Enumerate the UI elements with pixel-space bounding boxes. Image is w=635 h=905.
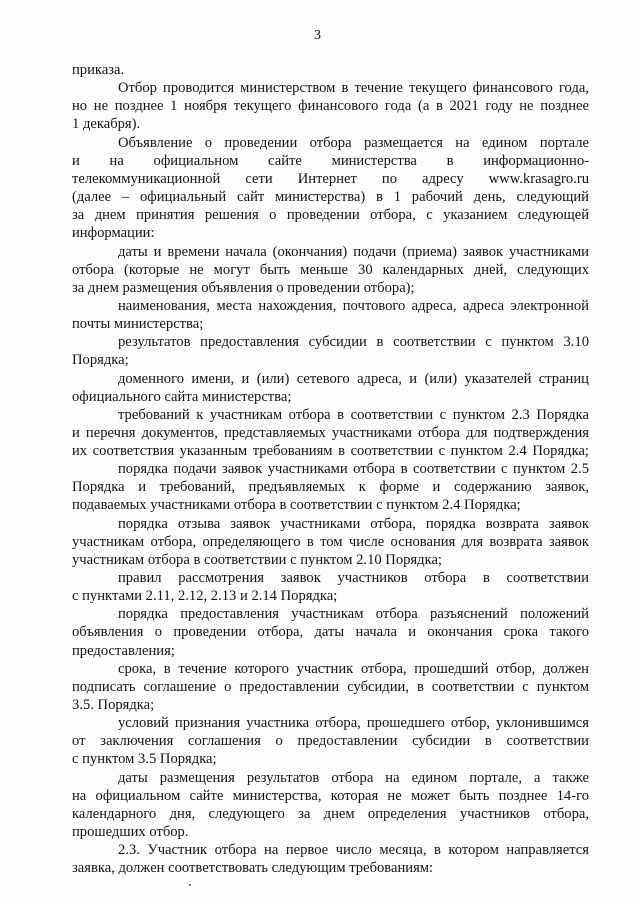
text-line: но не позднее 1 ноября текущего финансового года (а в 2021 году не позднее: [72, 98, 589, 114]
text-line: за днем размещения объявления о проведении отбора);: [72, 280, 415, 296]
text-line: срока, в течение которого участник отбора, прошедший отбор, должен: [118, 661, 589, 677]
text-line: за днем принятия решения о проведении отбора, с указанием следующей: [72, 207, 589, 223]
text-line: на официальном сайте министерства, которая не может быть позднее 14-го: [72, 788, 589, 804]
text-line: Объявление о проведении отбора размещается на едином портале: [118, 135, 589, 151]
text-line: заявка, должен соответствовать следующим требованиям:: [72, 860, 434, 876]
text-line: информации:: [72, 225, 155, 241]
text-line: с пунктами 2.11, 2.12, 2.13 и 2.14 Порядка;: [72, 588, 338, 604]
text-line: правил рассмотрения заявок участников отбора в соответствии: [118, 570, 589, 586]
page-number: 3: [314, 28, 321, 43]
text-line: порядка подачи заявок участниками отбора в соответствии с пунктом 2.5: [118, 461, 589, 477]
text-line: прошедших отбор.: [72, 824, 189, 840]
text-line: требований к участникам отбора в соответствии с пунктом 2.3 Порядка: [118, 407, 589, 423]
text-line: Порядка;: [72, 352, 129, 368]
text-line: (далее – официальный сайт министерства) в 1 рабочий день, следующий: [72, 189, 589, 205]
text-line: предоставления;: [72, 643, 175, 659]
text-line: отбора (которые не могут быть меньше 30 календарных дней, следующих: [72, 262, 589, 278]
text-line: подаваемых участниками отбора в соответствии с пунктом 2.4 Порядка;: [72, 497, 521, 513]
text-line: подписать соглашение о предоставлении субсидии, в соответствии с пунктом: [72, 679, 589, 695]
text-line: объявления о проведении отбора, даты начала и окончания срока такого: [72, 624, 589, 640]
text-line: с пунктом 3.5 Порядка;: [72, 751, 217, 767]
text-line: даты и времени начала (окончания) подачи (приема) заявок участниками: [118, 244, 589, 260]
text-line: 3.5. Порядка;: [72, 697, 155, 713]
text-line: 1 декабря).: [72, 116, 141, 132]
text-line: телекоммуникационной сети Интернет по адресу www.krasagro.ru: [72, 171, 589, 187]
text-line: официального сайта министерства;: [72, 389, 292, 405]
scan-speck: [189, 884, 191, 886]
text-line: порядка предоставления участникам отбора разъяснений положений: [118, 606, 589, 622]
text-line: от заключения соглашения о предоставлении субсидии в соответствии: [72, 733, 589, 749]
text-line: результатов предоставления субсидии в соответствии с пунктом 3.10: [118, 334, 589, 350]
text-line: почты министерства;: [72, 316, 204, 332]
text-line: доменного имени, и (или) сетевого адреса, и (или) указателей страниц: [118, 371, 589, 387]
text-line: и перечня документов, представляемых участниками отбора для подтверждения: [72, 425, 589, 441]
text-line: Порядка и требований, предъявляемых к форме и содержанию заявок,: [72, 479, 589, 495]
text-line: и на официальном сайте министерства в информационно-: [72, 153, 589, 169]
text-line: приказа.: [72, 62, 125, 78]
text-line: порядка отзыва заявок участниками отбора, порядка возврата заявок: [118, 516, 589, 532]
text-line: наименования, места нахождения, почтового адреса, адреса электронной: [118, 298, 589, 314]
text-line: участникам отбора, определяющего в том числе основания для возврата заявок: [72, 534, 589, 550]
text-line: участникам отбора в соответствии с пунктом 2.10 Порядка;: [72, 552, 442, 568]
text-line: условий признания участника отбора, прошедшего отбор, уклонившимся: [118, 715, 589, 731]
text-line: календарного дня, следующего за днем определения участников отбора,: [72, 806, 589, 822]
text-line: даты размещения результатов отбора на едином портале, а также: [118, 770, 589, 786]
text-line: Отбор проводится министерством в течение текущего финансового года,: [118, 80, 589, 96]
text-line: их соответствия указанным требованиям в соответствии с пунктом 2.4 Порядка;: [72, 443, 589, 459]
text-line: 2.3. Участник отбора на первое число месяца, в котором направляется: [118, 842, 589, 858]
